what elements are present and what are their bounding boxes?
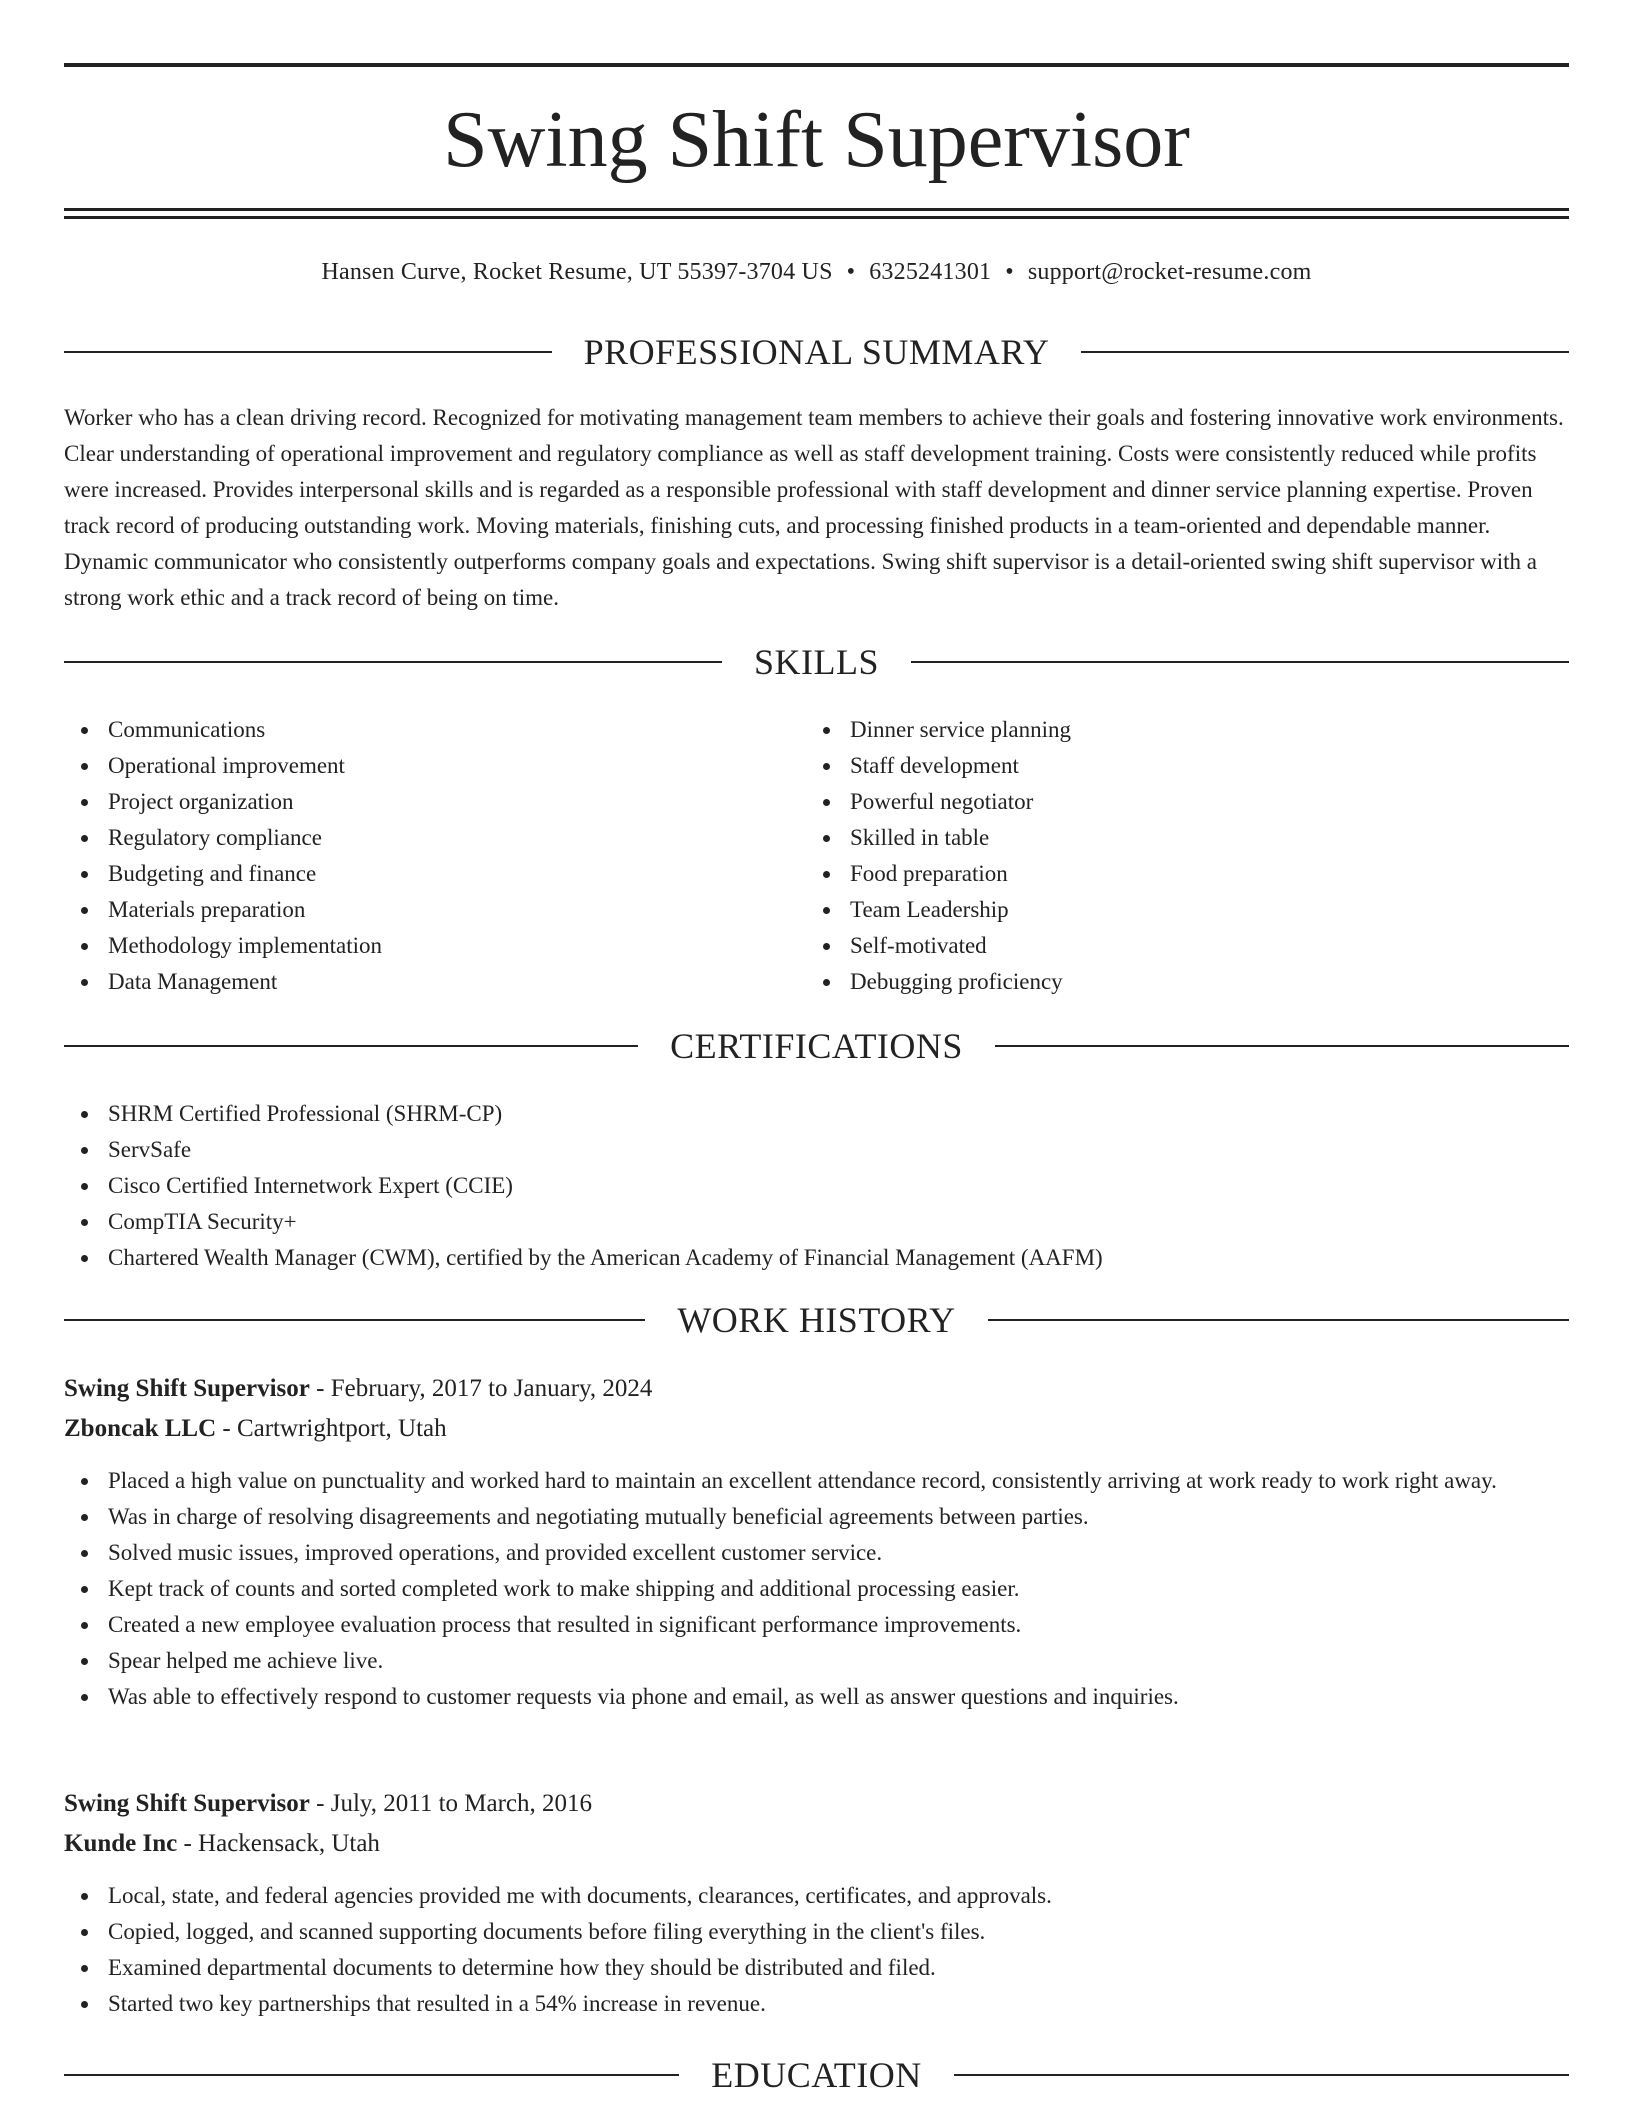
job-title-line: [64, 1784, 1569, 1824]
skill-item: Debugging proficiency: [806, 964, 1546, 1000]
job-bullet: Local, state, and federal agencies provided me with documents, clearances, certificates, and approvals.: [64, 1878, 1569, 1914]
skill-item: Methodology implementation: [64, 928, 804, 964]
section-rule: [911, 661, 1569, 663]
section-rule: [64, 351, 552, 353]
certification-item: Chartered Wealth Manager (CWM), certified by the American Academy of Financial Management (AAFM): [64, 1240, 1569, 1276]
skill-item: Staff development: [806, 748, 1546, 784]
certification-item: ServSafe: [64, 1132, 1569, 1168]
section-rule: [1081, 351, 1569, 353]
skill-item: Project organization: [64, 784, 804, 820]
job-bullet: Examined departmental documents to determine how they should be distributed and filed.: [64, 1950, 1569, 1986]
skill-item: Communications: [64, 712, 804, 748]
skill-item: Powerful negotiator: [806, 784, 1546, 820]
skill-item: Materials preparation: [64, 892, 804, 928]
section-header-summary: [64, 330, 1569, 374]
skill-item: Food preparation: [806, 856, 1546, 892]
section-rule: [64, 1319, 645, 1321]
contact-address: Hansen Curve, Rocket Resume, UT 55397-3704 US: [321, 259, 833, 285]
job-company-line: [64, 1409, 1569, 1449]
section-title-work-history: WORK HISTORY: [677, 1300, 956, 1340]
job-company-line: [64, 1824, 1569, 1864]
section-rule: [64, 1045, 638, 1047]
job-dates: - July, 2011 to March, 2016: [309, 1790, 593, 1817]
job-title-line: [64, 1369, 1569, 1409]
section-rule: [64, 2074, 679, 2076]
section-rule: [64, 661, 722, 663]
skill-item: Self-motivated: [806, 928, 1546, 964]
section-rule: [995, 1045, 1569, 1047]
contact-email[interactable]: support@rocket-resume.com: [1027, 259, 1312, 285]
skill-item: Operational improvement: [64, 748, 804, 784]
section-rule: [988, 1319, 1569, 1321]
contact-separator: •: [1005, 259, 1014, 285]
job-location: - Hackensack, Utah: [177, 1830, 380, 1857]
job-dates: - February, 2017 to January, 2024: [309, 1375, 653, 1402]
skill-item: Team Leadership: [806, 892, 1546, 928]
job-bullet: Solved music issues, improved operations, and provided excellent customer service.: [64, 1535, 1569, 1571]
skill-item: Skilled in table: [806, 820, 1546, 856]
section-header-certifications: [64, 1024, 1569, 1068]
section-title-summary: PROFESSIONAL SUMMARY: [583, 332, 1050, 372]
job-location: - Cartwrightport, Utah: [216, 1415, 447, 1442]
summary-text: Worker who has a clean driving record. Recognized for motivating management team members to achieve their goals and fostering innovative work environments. Clear understanding of operational improvement and regulatory compliance as well as staff development training. Costs were consistently reduced while profits were increased. Provides interpersonal skills and is regarded as a responsible professional with staff development and dinner service planning expertise. Proven track record of producing outstanding work. Moving materials, finishing cuts, and processing finished products in a team-oriented and dependable manner. Dynamic communicator who consistently outperforms company goals and expectations. Swing shift supervisor is a detail-oriented swing shift supervisor with a strong work ethic and a track record of being on time.: [64, 405, 1564, 610]
section-title-education: EDUCATION: [711, 2055, 922, 2095]
job-title: Swing Shift Supervisor: [64, 1375, 310, 1402]
job-bullet: Started two key partnerships that resulted in a 54% increase in revenue.: [64, 1986, 1569, 2022]
job-title: Swing Shift Supervisor: [64, 1790, 310, 1817]
job-bullet: Created a new employee evaluation process that resulted in significant performance improvements.: [64, 1607, 1569, 1643]
section-rule: [954, 2074, 1569, 2076]
certification-item: CompTIA Security+: [64, 1204, 1569, 1240]
skills-list-left: [64, 712, 804, 1000]
header-bottom-rule: [64, 208, 1569, 211]
header-bottom-rule-double: [64, 216, 1569, 219]
job-bullet: Was in charge of resolving disagreements and negotiating mutually beneficial agreements between parties.: [64, 1499, 1569, 1535]
skill-item: Budgeting and finance: [64, 856, 804, 892]
section-header-education: [64, 2053, 1569, 2097]
job-bullet: Placed a high value on punctuality and worked hard to maintain an excellent attendance record, consistently arriving at work ready to work right away.: [64, 1463, 1569, 1499]
job-company: Kunde Inc: [64, 1830, 178, 1857]
section-title-certifications: CERTIFICATIONS: [670, 1026, 963, 1066]
skill-item: Dinner service planning: [806, 712, 1546, 748]
job-bullets: [64, 1878, 1569, 2022]
section-header-skills: [64, 640, 1569, 684]
contact-phone: 6325241301: [869, 259, 992, 285]
job-bullet: Was able to effectively respond to customer requests via phone and email, as well as answer questions and inquiries.: [64, 1679, 1569, 1715]
contact-separator: •: [846, 259, 856, 285]
certification-item: Cisco Certified Internetwork Expert (CCIE): [64, 1168, 1569, 1204]
contact-line: [64, 254, 1569, 290]
job-bullet: Copied, logged, and scanned supporting documents before filing everything in the client's files.: [64, 1914, 1569, 1950]
job-company: Zboncak LLC: [64, 1415, 217, 1442]
section-header-work-history: [64, 1298, 1569, 1342]
job-bullet: Spear helped me achieve live.: [64, 1643, 1569, 1679]
job-bullet: Kept track of counts and sorted completed work to make shipping and additional processing easier.: [64, 1571, 1569, 1607]
skill-item: Regulatory compliance: [64, 820, 804, 856]
certifications-list: [64, 1096, 1569, 1276]
header-top-rule: [64, 63, 1569, 67]
candidate-name: Swing Shift Supervisor: [443, 96, 1190, 184]
job-bullets: [64, 1463, 1569, 1715]
section-title-skills: SKILLS: [754, 642, 880, 682]
skills-list-right: [806, 712, 1546, 1000]
certification-item: SHRM Certified Professional (SHRM-CP): [64, 1096, 1569, 1132]
skill-item: Data Management: [64, 964, 804, 1000]
